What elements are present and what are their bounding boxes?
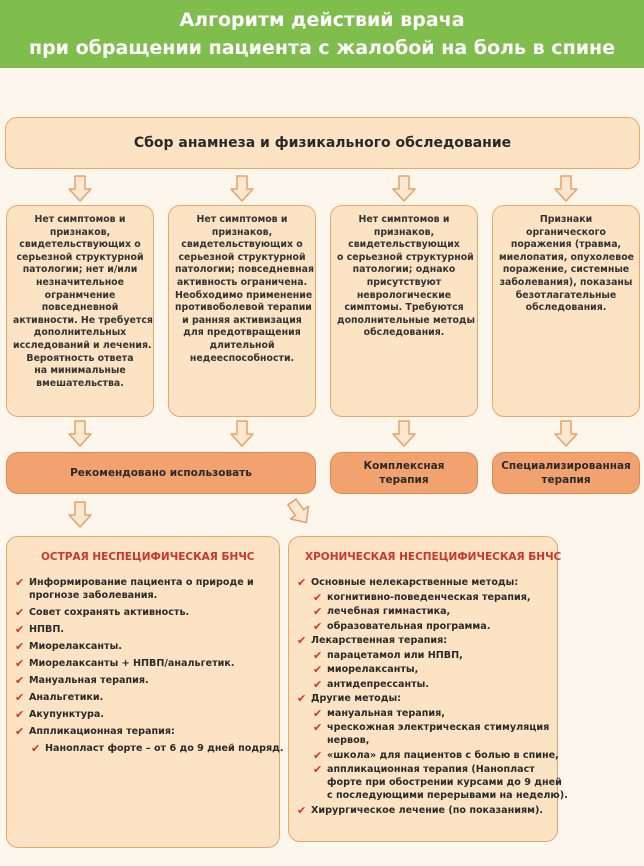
list-item-text: «школа» для пациентов с болью в спине,	[327, 749, 559, 761]
column-text-line: активность ограничена.	[176, 276, 308, 288]
down-arrow-icon	[555, 176, 577, 201]
list-item-text: когнитивно-поведенческая терапия,	[327, 591, 531, 603]
check-icon: ✔	[15, 576, 25, 589]
column-text-line: обследования.	[525, 302, 607, 314]
down-arrow-icon	[555, 421, 577, 446]
column-text-line: обследования.	[363, 327, 445, 339]
check-icon: ✔	[31, 742, 41, 755]
check-icon: ✔	[15, 691, 25, 704]
list-item-text: образовательная программа.	[327, 620, 491, 632]
recommended-bar	[6, 452, 316, 494]
anamnesis-label: Сбор анамнеза и физикального обследование	[133, 135, 512, 151]
chronic-panel	[288, 536, 568, 842]
list-item-text: Информирование пациента о природе и	[29, 577, 254, 588]
check-icon: ✔	[15, 640, 25, 653]
acute-panel	[6, 536, 284, 848]
check-icon: ✔	[313, 721, 323, 734]
column-text-line: свидетельствующих о	[181, 239, 303, 251]
column-box-4	[492, 205, 640, 417]
check-icon: ✔	[15, 623, 25, 636]
list-item-text: НПВП.	[29, 624, 65, 635]
column-text-line: на минимальные	[34, 365, 126, 377]
complex-therapy-bar	[330, 452, 478, 494]
list-item-text: Аппликационная терапия:	[29, 726, 175, 737]
list-item-text: Мануальная терапия.	[29, 675, 149, 686]
column-text-line: признаков,	[373, 226, 435, 238]
list-item-text: прогнозе заболевания.	[29, 590, 158, 601]
check-icon: ✔	[313, 663, 323, 676]
check-icon: ✔	[297, 803, 307, 817]
column-text-line: органического	[526, 226, 606, 238]
check-icon: ✔	[313, 619, 323, 633]
column-text-line: дополнительные методы	[337, 314, 475, 326]
check-icon: ✔	[313, 590, 323, 604]
list-item-text: Миорелаксанты.	[29, 641, 122, 652]
check-icon: ✔	[297, 576, 307, 589]
column-text-line: незначительное	[36, 276, 124, 288]
down-arrow-icon	[393, 421, 415, 446]
check-icon: ✔	[313, 677, 323, 691]
column-text-line: недееспособности.	[189, 352, 295, 364]
check-icon: ✔	[297, 634, 307, 647]
column-text-line: свидетельствующих о	[19, 239, 141, 251]
down-arrow-icon	[231, 421, 253, 446]
column-text-line: о серьезной структурной	[337, 251, 474, 263]
check-icon: ✔	[15, 725, 25, 738]
list-item-text: Основные нелекарственные методы:	[311, 577, 519, 588]
column-text-line: противоболевой терапии	[175, 302, 312, 314]
down-arrow-icon	[69, 176, 91, 201]
complex-therapy-label-1: Комплексная	[363, 460, 445, 472]
column-box-2	[168, 205, 316, 417]
column-box-1	[6, 205, 154, 417]
column-text-line: признаков,	[49, 226, 111, 238]
column-text-line: неврологические	[356, 289, 452, 301]
column-text-line: патологии; однако	[352, 264, 456, 276]
column-text-line: симптомы. Требуются	[344, 302, 464, 314]
column-text-line: свидетельствующих	[348, 239, 460, 251]
column-text-line: активности. Не требуется	[13, 314, 153, 326]
column-text-line: Вероятность ответа	[26, 352, 134, 364]
column-box-3	[330, 205, 478, 417]
list-item-text: Лекарственная терапия:	[311, 635, 448, 646]
list-item-text: мануальная терапия,	[327, 707, 445, 719]
column-text-line: Нет симптомов и	[358, 214, 450, 225]
check-icon: ✔	[15, 606, 25, 619]
list-item-text: лечебная гимнастика,	[327, 606, 451, 617]
header-title-line2: при обращении пациента с жалобой на боль в спине	[28, 37, 616, 59]
recommended-label: Рекомендовано использовать	[70, 467, 252, 479]
check-icon: ✔	[15, 657, 25, 670]
check-icon: ✔	[15, 674, 25, 687]
list-item-text: антидепрессанты.	[327, 678, 429, 690]
column-text-line: безотлагательные	[515, 289, 617, 301]
list-item-text: с последующими перерывами на неделю).	[327, 790, 568, 801]
list-item-text: аппликационная терапия (Нанопласт	[327, 764, 535, 775]
column-text-line: и ранняя активизация	[182, 314, 302, 326]
list-item-text: Хирургическое лечение (по показаниям).	[311, 804, 543, 816]
list-item-text: парацетамол или НПВП,	[327, 649, 463, 661]
column-text-line: поражения (травма,	[510, 239, 622, 251]
check-icon: ✔	[313, 763, 323, 776]
check-icon: ✔	[15, 708, 25, 721]
down-arrow-icon	[283, 496, 315, 529]
column-text-line: длительной	[209, 339, 275, 351]
specialized-therapy-label-2: терапия	[541, 474, 591, 486]
column-text-line: миелопатия, опухолевое	[499, 251, 635, 263]
column-text-line: Признаки	[539, 214, 593, 225]
check-icon: ✔	[313, 605, 323, 618]
column-text-line: признаков,	[211, 226, 273, 238]
column-text-line: поражение, системные	[502, 264, 630, 276]
list-item-text: миорелаксанты,	[327, 664, 419, 675]
list-item-text: нервов,	[327, 735, 370, 746]
column-text-line: серьезной структурной	[178, 251, 306, 263]
column-text-line: дополнительных	[33, 327, 127, 339]
check-icon: ✔	[297, 692, 307, 705]
column-text-line: Нет симптомов и	[196, 214, 288, 225]
check-icon: ✔	[313, 648, 323, 662]
column-text-line: патологии; повседневная	[175, 264, 314, 276]
down-arrow-icon	[69, 502, 91, 527]
header-title-line1: Алгоритм действий врача	[179, 9, 465, 31]
list-item-text: Совет сохранять активность.	[29, 607, 190, 618]
acute-title: ОСТРАЯ НЕСПЕЦИФИЧЕСКАЯ БНЧС	[41, 551, 255, 563]
list-item-text: Другие методы:	[311, 693, 402, 704]
column-text-line: исследований и лечения.	[13, 339, 152, 351]
list-item-text: Нанопласт форте – от 6 до 9 дней подряд.	[45, 743, 284, 754]
list-item-text: Акупунктура.	[29, 709, 105, 720]
specialized-therapy-label-1: Специализированная	[501, 460, 631, 472]
down-arrow-icon	[393, 176, 415, 201]
column-text-line: вмешательства.	[36, 377, 124, 389]
list-item-text: Миорелаксанты + НПВП/анальгетик.	[29, 658, 235, 669]
column-text-line: огранмчение	[44, 289, 116, 301]
complex-therapy-label-2: терапия	[379, 474, 429, 486]
check-icon: ✔	[313, 748, 323, 762]
column-text-line: серьезной структурной	[16, 251, 144, 263]
column-text-line: Нет симптомов и	[34, 214, 126, 225]
column-text-line: патологии; нет и/или	[22, 264, 138, 276]
column-text-line: заболевания), показаны	[499, 276, 633, 288]
list-item-text: Анальгетики.	[29, 692, 104, 703]
column-text-line: Необходимо применение	[175, 289, 313, 301]
down-arrow-icon	[69, 421, 91, 446]
list-item-text: чрескожная электрическая стимуляция	[327, 722, 550, 733]
column-text-line: присутствуют	[366, 276, 442, 288]
down-arrow-icon	[231, 176, 253, 201]
check-icon: ✔	[313, 706, 323, 720]
specialized-therapy-bar	[492, 452, 640, 494]
column-text-line: повседневной	[41, 302, 119, 314]
column-text-line: для предотвращения	[183, 327, 301, 339]
chronic-title: ХРОНИЧЕСКАЯ НЕСПЕЦИФИЧЕСКАЯ БНЧС	[305, 551, 562, 563]
list-item-text: форте при обострении курсами до 9 дней	[327, 777, 562, 788]
